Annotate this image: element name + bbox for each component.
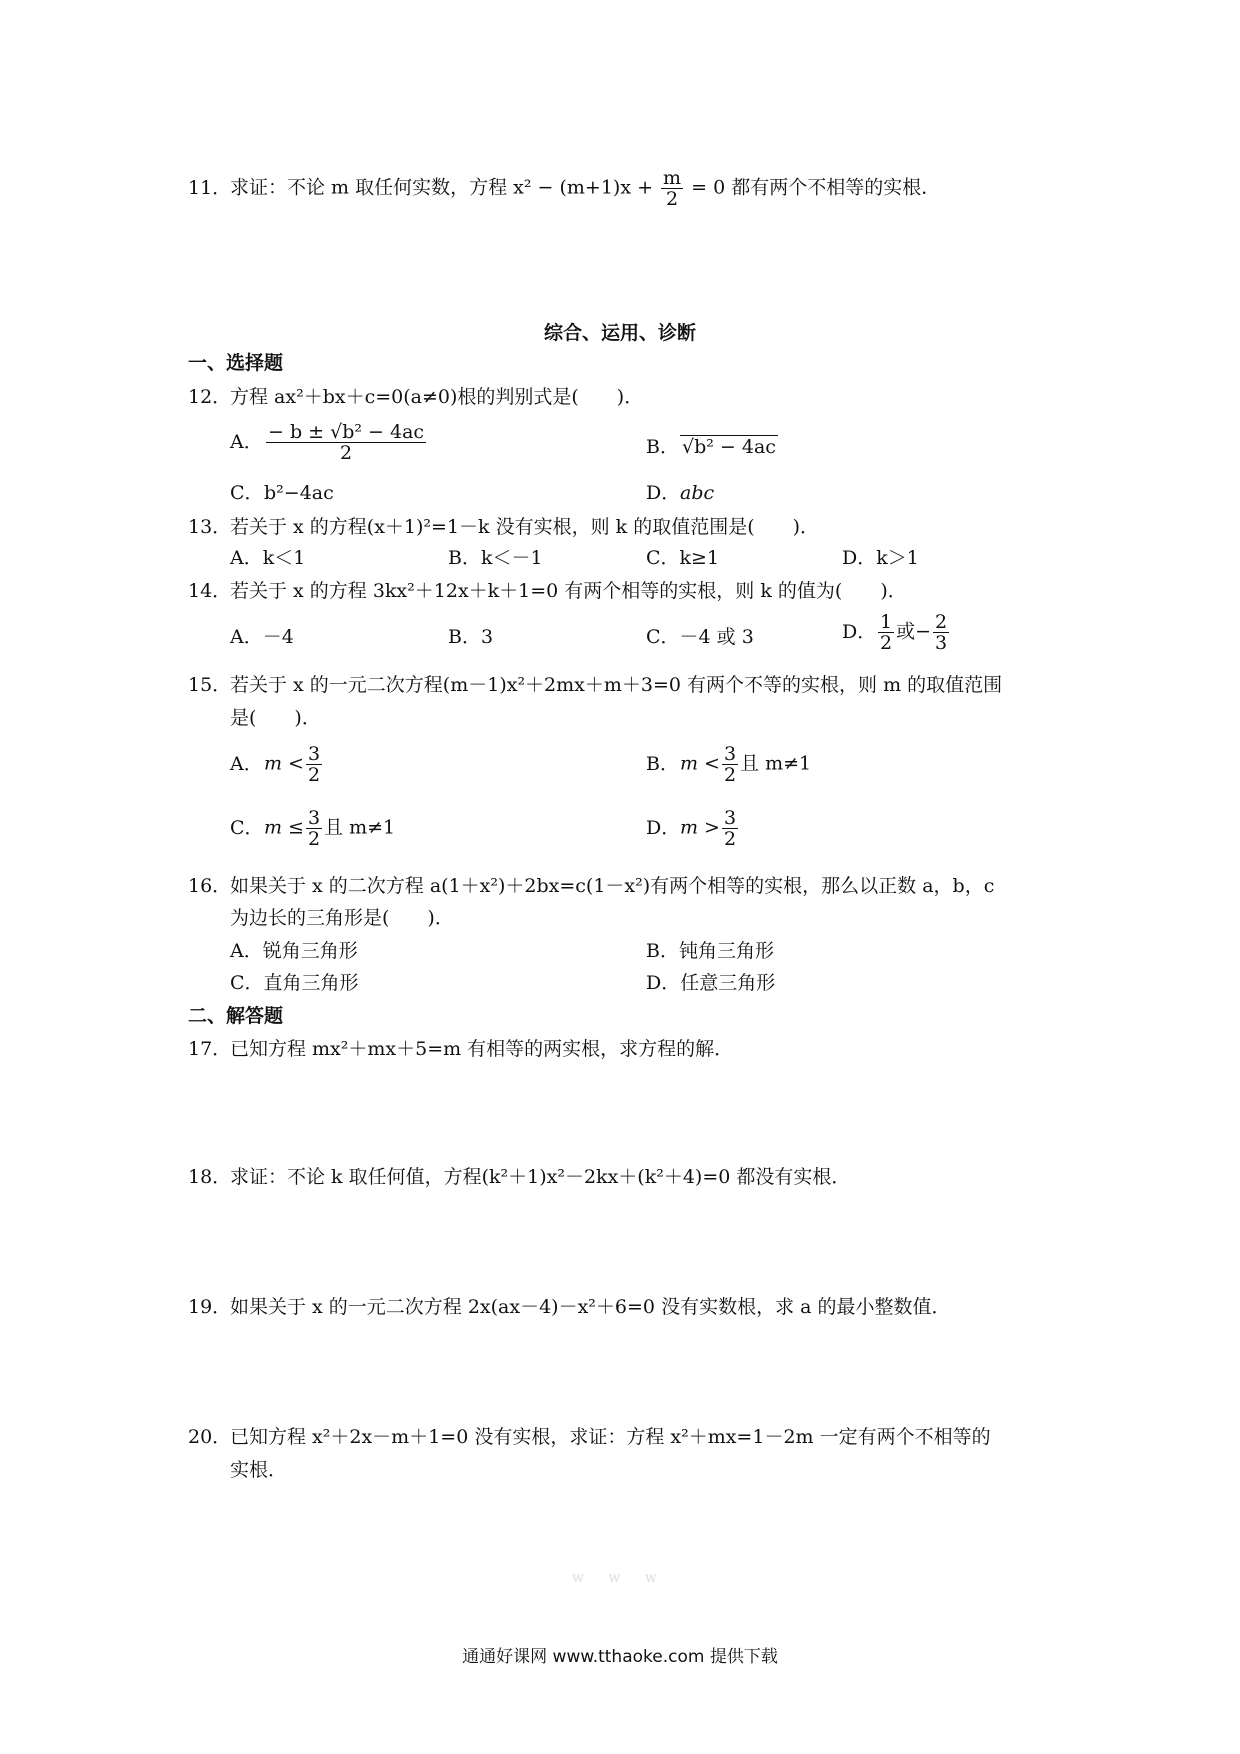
- option-text: m <: [264, 752, 304, 775]
- fraction: [878, 612, 894, 653]
- option-label: D．: [842, 620, 877, 643]
- option-text: b²−4ac: [264, 482, 334, 504]
- question-number: 17．: [188, 1038, 232, 1060]
- option-d: [842, 612, 951, 653]
- option-c: [230, 480, 334, 506]
- question-text: 求证：不论 k 取任何值，方程(k²＋1)x²－2kx＋(k²＋4)=0 都没有实根．: [230, 1166, 851, 1188]
- fraction: [722, 808, 738, 849]
- option-a: A．锐角三角形: [230, 940, 358, 962]
- fraction-denominator: 2: [880, 632, 893, 654]
- option-text: abc: [680, 482, 715, 504]
- question-text: 若关于 x 的方程 3kx²＋12x＋k＋1=0 有两个相等的实根，则 k 的值为( )．: [230, 580, 907, 602]
- question-number: 18．: [188, 1166, 232, 1188]
- fraction-denominator: 2: [339, 442, 353, 464]
- question-11: [188, 168, 940, 209]
- question-text: 如果关于 x 的二次方程 a(1＋x²)＋2bx=c(1－x²)有两个相等的实根，那么以正数 a，b，c: [230, 875, 995, 897]
- question-18: [188, 1164, 850, 1190]
- fraction: [266, 422, 426, 463]
- fraction: [722, 744, 738, 785]
- option-c: C．k≥1: [646, 547, 720, 569]
- question-text: 求证：不论 m 取任何实数，方程 x² − (m+1)x +: [230, 176, 660, 199]
- fraction-numerator: m: [663, 167, 682, 189]
- option-d: D．k＞1: [842, 547, 919, 569]
- option-text-tail: 且 m≠1: [324, 816, 396, 839]
- question-15-cont: 是( )．: [230, 707, 321, 729]
- question-17: [188, 1036, 733, 1062]
- question-12: [188, 384, 643, 410]
- fraction-denominator: 2: [723, 764, 737, 786]
- fraction-denominator: 2: [666, 188, 679, 210]
- option-d: [646, 808, 740, 849]
- question-number: 16．: [188, 875, 232, 897]
- fraction: [306, 808, 322, 849]
- question-20-cont: 实根．: [230, 1459, 288, 1481]
- option-label: C．: [230, 482, 264, 504]
- question-15: [188, 672, 1002, 698]
- fraction-numerator: 3: [723, 807, 737, 829]
- question-19: [188, 1294, 950, 1320]
- question-text: 若关于 x 的一元二次方程(m－1)x²＋2mx＋m＋3=0 有两个不等的实根，则 m 的取值范围: [230, 674, 1003, 696]
- option-label: B．: [646, 436, 679, 458]
- option-text: m >: [680, 816, 720, 839]
- option-label: B．: [646, 752, 679, 775]
- option-text: √b² − 4ac: [682, 436, 776, 458]
- question-text: 若关于 x 的方程(x＋1)²=1－k 没有实根，则 k 的取值范围是( )．: [230, 516, 820, 538]
- option-d: [646, 480, 714, 506]
- option-text: m <: [680, 752, 720, 775]
- option-label: A．: [230, 430, 263, 453]
- fraction-denominator: 2: [307, 828, 321, 850]
- option-a: A．－4: [230, 626, 294, 648]
- option-b: [646, 744, 811, 785]
- question-20: [188, 1424, 991, 1450]
- option-c: C．直角三角形: [230, 972, 359, 994]
- faint-watermark: w w w: [572, 1570, 667, 1586]
- fraction: [306, 744, 322, 785]
- question-13: [188, 514, 819, 540]
- question-16: [188, 873, 994, 899]
- option-text-tail: 且 m≠1: [740, 752, 812, 775]
- fraction-numerator: 3: [723, 743, 737, 765]
- question-text: 已知方程 x²＋2x－m＋1=0 没有实根，求证：方程 x²＋mx=1－2m 一定有两个不相等的: [230, 1426, 991, 1448]
- option-b: [646, 434, 778, 460]
- fraction-numerator: 2: [935, 611, 948, 633]
- fraction: [933, 612, 949, 653]
- option-b: B．钝角三角形: [646, 940, 774, 962]
- option-c: [230, 808, 395, 849]
- page-footer: 通通好课网 www.tthaoke.com 提供下载: [462, 1647, 778, 1667]
- fraction-numerator: 3: [307, 807, 321, 829]
- question-number: 20．: [188, 1426, 232, 1448]
- question-number: 11．: [188, 176, 232, 199]
- option-c: C．－4 或 3: [646, 626, 754, 648]
- option-label: A．: [230, 752, 263, 775]
- question-text: 如果关于 x 的一元二次方程 2x(ax－4)－x²＋6=0 没有实数根，求 a 的最小整数值．: [230, 1296, 951, 1318]
- fraction-denominator: 2: [723, 828, 737, 850]
- fraction-denominator: 2: [307, 764, 321, 786]
- part-heading-answer: 二、解答题: [188, 1005, 284, 1027]
- option-text: 或−: [896, 620, 932, 643]
- option-b: B．k＜－1: [448, 547, 543, 569]
- question-number: 19．: [188, 1296, 232, 1318]
- question-14: [188, 578, 907, 604]
- option-label: D．: [646, 482, 681, 504]
- option-b: B．3: [448, 626, 494, 648]
- option-label: C．: [230, 816, 264, 839]
- option-a: [230, 422, 428, 463]
- fraction-numerator: 3: [307, 743, 321, 765]
- fraction: [661, 168, 683, 209]
- section-title: 综合、运用、诊断: [543, 322, 696, 344]
- option-label: D．: [646, 816, 681, 839]
- question-16-cont: 为边长的三角形是( )．: [230, 907, 454, 929]
- option-text: m ≤: [264, 816, 304, 839]
- fraction-numerator: − b ± √b² − 4ac: [268, 421, 425, 443]
- option-a: A．k＜1: [230, 547, 306, 569]
- question-number: 15．: [188, 674, 232, 696]
- fraction-denominator: 3: [935, 632, 948, 654]
- part-heading-choice: 一、选择题: [188, 352, 284, 374]
- option-d: D．任意三角形: [646, 972, 776, 994]
- fraction-numerator: 1: [880, 611, 893, 633]
- option-a: [230, 744, 324, 785]
- question-text: 已知方程 mx²＋mx＋5=m 有相等的两实根，求方程的解．: [230, 1038, 734, 1060]
- question-text-tail: = 0 都有两个不相等的实根．: [685, 176, 941, 199]
- question-number: 14．: [188, 580, 232, 602]
- question-number: 13．: [188, 516, 232, 538]
- question-text: 方程 ax²＋bx＋c=0(a≠0)根的判别式是( )．: [230, 386, 644, 408]
- question-number: 12．: [188, 386, 232, 408]
